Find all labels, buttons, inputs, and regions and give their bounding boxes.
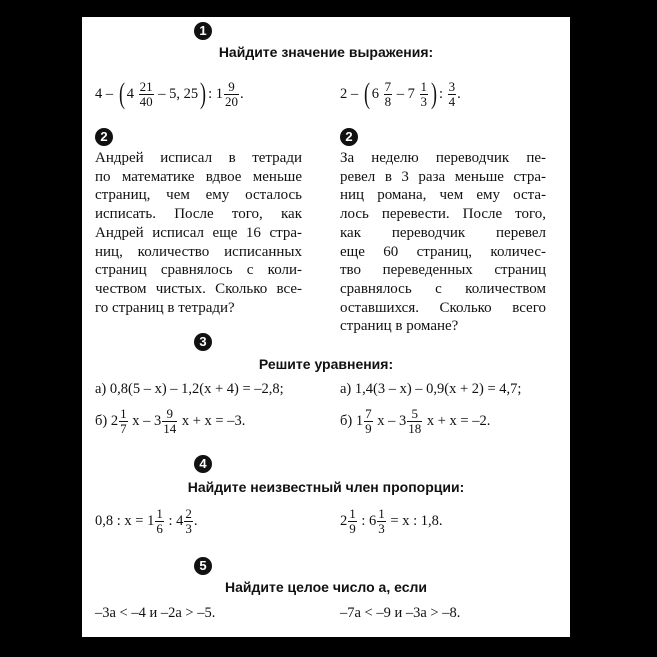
task-3b-left-equation: б) 2 $\frac{1}{7}$ x – 3 $\frac{9}{14}$ x + x = –3. <box>95 406 246 436</box>
fraction: $\frac{1}{9}$ <box>349 506 356 536</box>
task-3-badge: 3 <box>194 333 212 351</box>
problem-line: го страниц в тетради? <box>95 299 235 316</box>
problem-line: чеством чистых. Сколько все- <box>95 280 302 297</box>
fraction: $\frac{21}{40}$ <box>139 78 153 109</box>
problem-line: ниц, количество исписанных <box>95 243 302 260</box>
fraction: $\frac{1}{6}$ <box>156 506 163 536</box>
problem-line: лось перевести. После того, <box>340 206 546 223</box>
task-4-right-proportion: 2 $\frac{1}{9}$ : 6 $\frac{1}{3}$ = x : 1,8. <box>340 506 443 536</box>
task-5-badge: 5 <box>194 557 212 575</box>
task-4-heading: Найдите неизвестный член пропорции: <box>187 479 465 495</box>
problem-line: Андрей исписал в тетради <box>95 150 302 166</box>
task-1-badge: 1 <box>194 22 212 40</box>
task-1-heading: Найдите значение выражения: <box>218 44 434 60</box>
fraction: $\frac{7}{9}$ <box>365 406 372 436</box>
task-4-badge: 4 <box>194 455 212 473</box>
fraction: $\frac{9}{20}$ <box>225 78 239 109</box>
fraction: $\frac{3}{4}$ <box>448 78 456 109</box>
problem-line: страниц, чем ему осталось <box>95 187 302 204</box>
worksheet-page <box>82 17 570 637</box>
task-2-right-badge: 2 <box>340 128 358 146</box>
task-2-left-badge: 2 <box>95 128 113 146</box>
fraction: $\frac{1}{3}$ <box>378 506 385 536</box>
task-2-left-problem <box>95 149 302 317</box>
task-1-right-expression: 2 – ( 6 $\frac{7}{8}$ – 7 $\frac{1}{3}$ ) : $\frac{3}{4}$ . <box>340 77 461 110</box>
problem-line: ниц романа, чем ему оста- <box>340 187 546 204</box>
problem-line: сравнялось с количеством <box>340 280 546 297</box>
task-5-right-inequalities: –7a < –9 и –3a > –8. <box>340 605 461 621</box>
problem-line: еще 60 страниц, количес- <box>340 243 546 260</box>
fraction: $\frac{9}{14}$ <box>163 406 177 436</box>
problem-line: оставшихся. Сколько всего <box>340 299 546 316</box>
task-3a-left-equation: а) 0,8(5 – x) – 1,2(x + 4) = –2,8; <box>95 381 284 397</box>
problem-line: ревел в 3 раза меньше стра- <box>340 168 546 185</box>
task-5-heading: Найдите целое число a, если <box>225 579 427 595</box>
task-3a-right-equation: а) 1,4(3 – x) – 0,9(x + 2) = 4,7; <box>340 381 522 397</box>
problem-line: страниц сравнялось с коли- <box>95 262 302 279</box>
task-2-right-problem <box>340 149 546 336</box>
fraction: $\frac{1}{7}$ <box>120 406 127 436</box>
fraction: $\frac{2}{3}$ <box>185 506 192 536</box>
task-4-left-proportion: 0,8 : x = 1 $\frac{1}{6}$ : 4 $\frac{2}{3}$ . <box>95 506 198 536</box>
task-3-heading: Решите уравнения: <box>258 356 394 372</box>
problem-line: страниц в романе? <box>340 318 459 335</box>
fraction: $\frac{5}{18}$ <box>408 406 422 436</box>
task-5-left-inequalities: –3a < –4 и –2a > –5. <box>95 605 216 621</box>
problem-line: тво переведенных страниц <box>340 262 546 279</box>
task-1-left-expression: 4 – ( 4 $\frac{21}{40}$ – 5, 25) : 1 $\frac{9}{20}$ . <box>95 77 244 110</box>
fraction: $\frac{1}{3}$ <box>420 78 427 109</box>
problem-line: по математике вдвое меньше <box>95 168 302 185</box>
problem-line: исписать. После того, как <box>95 206 302 223</box>
problem-line: Андрей исписал еще 16 стра- <box>95 224 302 241</box>
problem-line: как переводчик перевел <box>340 224 546 241</box>
fraction: $\frac{7}{8}$ <box>384 78 392 109</box>
task-3b-right-equation: б) 1 $\frac{7}{9}$ x – 3 $\frac{5}{18}$ x + x = –2. <box>340 406 491 436</box>
problem-line: За неделю переводчик пе- <box>340 150 546 166</box>
